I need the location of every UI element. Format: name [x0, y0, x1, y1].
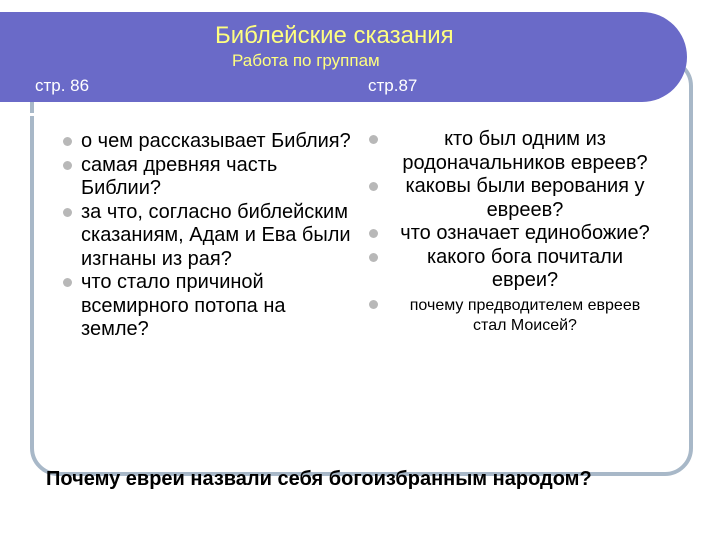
- bullet-icon: [369, 182, 378, 191]
- page-reference-left: стр. 86: [35, 76, 90, 95]
- slide-title: Библейские сказания: [215, 22, 454, 49]
- list-item-text: самая древняя часть Библии?: [81, 153, 278, 199]
- bullet-icon: [63, 161, 72, 170]
- left-question-list: [63, 130, 353, 342]
- list-item-text: что стало причиной всемирного потопа на земле?: [81, 271, 286, 340]
- bullet-icon: [63, 137, 72, 146]
- list-item: [375, 175, 705, 222]
- list-item: [63, 154, 353, 201]
- bullet-icon: [63, 278, 72, 287]
- list-item-text: каковы были верования у евреев?: [405, 175, 645, 221]
- slide-subtitle: Работа по группам: [232, 51, 380, 70]
- list-item-text: что означает единобожие?: [400, 222, 650, 244]
- page-reference-right: стр.87: [368, 76, 418, 95]
- header-divider: [0, 113, 415, 116]
- main-question: Почему евреи назвали себя богоизбранным народом?: [46, 468, 592, 490]
- list-item: [63, 201, 353, 272]
- list-item: [375, 128, 705, 175]
- right-question-list: [375, 128, 705, 336]
- list-item-text: кто был одним из родоначальников евреев?: [402, 128, 648, 174]
- list-item: [375, 222, 705, 246]
- list-item-text: о чем рассказывает Библия?: [81, 130, 351, 152]
- bullet-icon: [369, 300, 378, 309]
- list-item: [63, 130, 353, 154]
- bullet-icon: [369, 253, 378, 262]
- bullet-icon: [369, 229, 378, 238]
- bullet-icon: [63, 208, 72, 217]
- bullet-icon: [369, 135, 378, 144]
- list-item: [375, 246, 705, 293]
- list-item-text: почему предводителем евреев стал Моисей?: [409, 296, 641, 334]
- slide-header: [0, 12, 687, 102]
- list-item: [63, 271, 353, 342]
- list-item: [375, 293, 705, 336]
- list-item-text: за что, согласно библейским сказаниям, Адам и Ева были изгнаны из рая?: [81, 200, 351, 270]
- list-item-text: какого бога почитали евреи?: [426, 245, 624, 291]
